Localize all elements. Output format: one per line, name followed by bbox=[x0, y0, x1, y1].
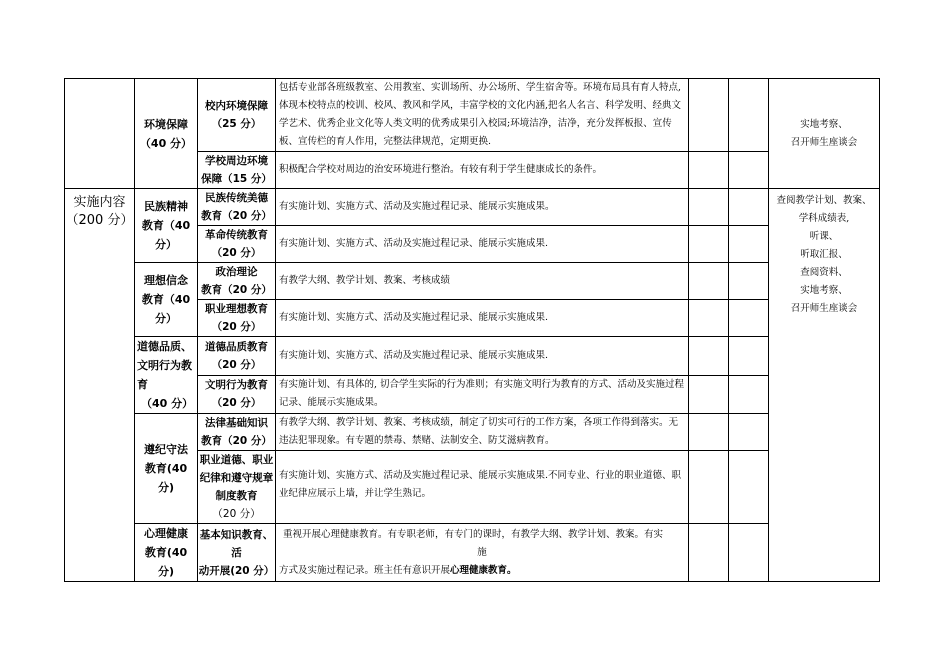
category-score: （40 分） bbox=[141, 397, 194, 410]
subitem-score: （25 分） bbox=[211, 118, 262, 130]
description-cell bbox=[276, 524, 689, 582]
subitem-title: 学校周边环境 bbox=[205, 155, 268, 167]
category-moral-civility bbox=[135, 337, 198, 414]
subitem-legal-basics bbox=[198, 414, 276, 451]
table-row bbox=[65, 414, 880, 451]
method-line: 实地考察、 bbox=[800, 285, 848, 296]
subitem-score: （20 分） bbox=[211, 358, 262, 371]
description-cell: 有实施计划、实施方式、活动及实施过程记录、能展示实施成果.不同专业、行业的职业道德、职业纪律应展示上墙，并让学生熟记。 bbox=[276, 451, 689, 524]
method-line: 听取汇报、 bbox=[800, 249, 848, 260]
score-cell bbox=[729, 337, 769, 376]
subitem-campus-environment bbox=[198, 79, 276, 152]
subitem-surrounding-environment bbox=[198, 152, 276, 189]
method-cell-environment bbox=[769, 79, 880, 189]
category-score: （40 分） bbox=[139, 136, 193, 150]
subitem-civil-behavior bbox=[198, 375, 276, 414]
description-cell: 有教学大纲、教学计划、教案、考核成绩 bbox=[276, 263, 689, 300]
category-label: 理想信念 bbox=[144, 274, 188, 287]
category-ideal-belief bbox=[135, 263, 198, 337]
description-cell: 有实施计划、实施方式、活动及实施过程记录、能展示实施成果。 bbox=[276, 189, 689, 226]
subitem-title: 校内环境保障 bbox=[205, 100, 268, 112]
subitem-score: （20 分） bbox=[212, 508, 261, 520]
category-label: 环境保障 bbox=[144, 117, 188, 131]
subitem-revolutionary-tradition bbox=[198, 226, 276, 263]
description-cell: 有教学大纲、教学计划、教案、考核成绩，制定了切实可行的工作方案，各项工作得到落实。无违法犯罪现象。有专题的禁毒、禁赌、法制安全、防艾滋病教育。 bbox=[276, 414, 689, 451]
subitem-score: 教育（20 分） bbox=[201, 284, 272, 296]
score-cell bbox=[689, 300, 729, 337]
subitem-moral-quality bbox=[198, 337, 276, 376]
score-cell bbox=[689, 451, 729, 524]
subitem-title: 政治理论 bbox=[215, 266, 258, 278]
subitem-national-virtue bbox=[198, 189, 276, 226]
category-label: 遵纪守法 bbox=[144, 443, 188, 456]
score-cell bbox=[729, 451, 769, 524]
method-line: 听课、 bbox=[809, 231, 839, 242]
section-score: （200 分） bbox=[65, 213, 134, 228]
subitem-score: （20 分） bbox=[211, 321, 262, 333]
category-score: 教育(40 分) bbox=[144, 462, 188, 494]
category-score: 教育（40 bbox=[141, 293, 191, 306]
subitem-title: 制度教育 bbox=[215, 490, 258, 502]
score-cell bbox=[729, 226, 769, 263]
category-label: 文明行为教 bbox=[137, 359, 192, 372]
score-cell bbox=[689, 337, 729, 376]
subitem-title: 动开展(20 分） bbox=[198, 564, 275, 577]
category-score: 教育(40 分) bbox=[144, 546, 188, 578]
description-emphasis: 心理健康教育。 bbox=[450, 564, 517, 576]
subitem-title: 道德品质教育 bbox=[205, 340, 268, 353]
section-implementation bbox=[65, 189, 135, 582]
section-title: 实施内容 bbox=[73, 195, 126, 210]
description-cell: 有实施计划、实施方式、活动及实施过程记录、能展示实施成果. bbox=[276, 337, 689, 376]
category-mental-health bbox=[135, 524, 198, 582]
description-cell: 有实施计划、有具体的, 切合学生实际的行为准则；有实施文明行为教育的方式、活动及实施过程记录、能展示实施成果。 bbox=[276, 375, 689, 414]
subitem-title: 法律基础知识 bbox=[205, 417, 268, 429]
subitem-title: 职业道德、职业 bbox=[199, 454, 274, 466]
subitem-title: 纪律和遵守规章 bbox=[199, 472, 274, 484]
method-line: 召开师生座谈会 bbox=[790, 136, 858, 148]
score-cell bbox=[689, 79, 729, 152]
description-line: 重视开展心理健康教育。有专职老师，有专门的课时，有教学大纲、教学计划、教案。有实 bbox=[283, 528, 664, 540]
subitem-title: 基本知识教育、 bbox=[199, 528, 274, 541]
subitem-mental-knowledge bbox=[198, 524, 276, 582]
table-row bbox=[65, 189, 880, 226]
category-label: 民族精神 bbox=[144, 200, 188, 213]
score-cell bbox=[689, 524, 729, 582]
subitem-title: 文明行为教育 bbox=[205, 379, 268, 392]
subitem-political-theory bbox=[198, 263, 276, 300]
subitem-score: （20 分） bbox=[211, 397, 262, 410]
subitem-title: 民族传统美德 bbox=[205, 192, 268, 204]
score-cell bbox=[729, 152, 769, 189]
subitem-title: 革命传统教育 bbox=[205, 229, 268, 241]
score-cell bbox=[689, 414, 729, 451]
category-label: 道德品质、 bbox=[137, 340, 192, 353]
table-row bbox=[65, 79, 880, 152]
evaluation-table bbox=[64, 78, 880, 582]
table-row bbox=[65, 524, 880, 582]
empty-cell bbox=[65, 79, 135, 189]
score-cell bbox=[729, 300, 769, 337]
category-score: 分） bbox=[155, 312, 177, 325]
description-text: 方式及实施过程记录。班主任有意识开展 bbox=[279, 564, 451, 576]
subitem-professional-ethics bbox=[198, 451, 276, 524]
score-cell bbox=[689, 263, 729, 300]
score-cell bbox=[729, 189, 769, 226]
description-cell: 积极配合学校对周边的治安环境进行整治。有较有利于学生健康成长的条件。 bbox=[276, 152, 689, 189]
category-national-spirit bbox=[135, 189, 198, 263]
subitem-score: （20 分） bbox=[211, 247, 262, 259]
subitem-title: 职业理想教育 bbox=[205, 303, 268, 315]
subitem-score: 保障（15 分） bbox=[201, 173, 272, 185]
score-cell bbox=[729, 263, 769, 300]
score-cell bbox=[689, 226, 729, 263]
category-environment bbox=[135, 79, 198, 189]
method-line: 查阅教学计划、教案、 bbox=[776, 195, 872, 206]
description-line bbox=[279, 562, 685, 580]
description-cell: 有实施计划、实施方式、活动及实施过程记录、能展示实施成果. bbox=[276, 300, 689, 337]
table-row bbox=[65, 337, 880, 376]
score-cell bbox=[689, 189, 729, 226]
method-line: 学科成绩表, bbox=[798, 213, 850, 224]
category-label: 育 bbox=[137, 378, 148, 391]
description-cell: 包括专业部各班级教室、公用教室、实训场所、办公场所、学生宿舍等。环境布局具有育人特点,体现本校特点的校训、校风、教风和学风，丰富学校的文化内涵,把名人名言、科学发明、经典文学艺术、优秀企业文化等人类文明的优秀成果引入校园;环境洁净，洁净，充分发挥板报、宣传板、宣传栏的育人作用，完整法律规范，定期更换. bbox=[276, 79, 689, 152]
score-cell bbox=[729, 375, 769, 414]
score-cell bbox=[689, 375, 729, 414]
subitem-career-ideal bbox=[198, 300, 276, 337]
method-line: 召开师生座谈会 bbox=[790, 303, 858, 314]
method-line: 查阅资料、 bbox=[800, 267, 848, 278]
description-line: 施 bbox=[477, 546, 487, 558]
description-cell: 有实施计划、实施方式、活动及实施过程记录、能展示实施成果. bbox=[276, 226, 689, 263]
score-cell bbox=[729, 524, 769, 582]
table-row bbox=[65, 263, 880, 300]
category-score: 教育（40 分） bbox=[141, 219, 191, 251]
method-line: 实地考察、 bbox=[800, 118, 848, 130]
subitem-score: 教育（20 分） bbox=[201, 435, 272, 447]
category-law-discipline bbox=[135, 414, 198, 524]
method-cell-implementation bbox=[769, 189, 880, 582]
score-cell bbox=[729, 79, 769, 152]
category-label: 心理健康 bbox=[144, 527, 188, 540]
subitem-score: 教育（20 分） bbox=[201, 210, 272, 222]
score-cell bbox=[729, 414, 769, 451]
subitem-title: 活 bbox=[231, 546, 242, 559]
score-cell bbox=[689, 152, 729, 189]
